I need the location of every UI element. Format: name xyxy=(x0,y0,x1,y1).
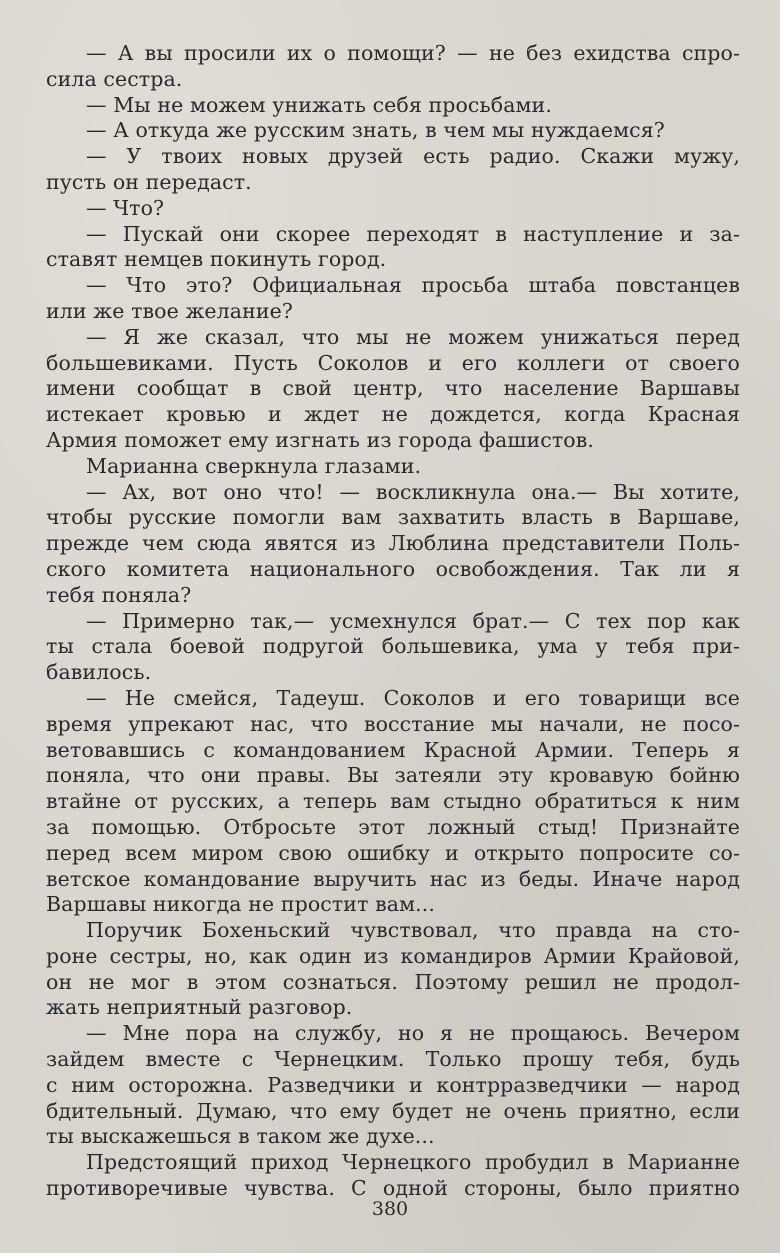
page-body-text xyxy=(46,41,740,1202)
text-line: ты выскажешься в таком же духе... xyxy=(46,1124,435,1149)
text-line: — Ах, вот оно что! — воскликнула она.— Вы хотите, xyxy=(86,479,740,504)
text-line: или же твое желание? xyxy=(46,298,293,323)
text-line: ты стала боевой подругой большевика, ума у тебя при- xyxy=(46,634,740,659)
text-line: зайдем вместе с Чернецким. Только прошу тебя, будь xyxy=(46,1047,740,1072)
text-line: Поручик Бохеньский чувствовал, что правда на сто- xyxy=(86,918,740,943)
text-line: — Не смейся, Тадеуш. Соколов и его товарищи все xyxy=(86,685,740,710)
text-line: прежде чем сюда явятся из Люблина представители Поль- xyxy=(46,531,740,556)
text-line: — Что это? Официальная просьба штаба повстанцев xyxy=(86,273,740,298)
text-line: — А откуда же русским знать, в чем мы нуждаемся? xyxy=(86,118,665,143)
text-line: время упрекают нас, что восстание мы начали, не посо- xyxy=(46,711,740,736)
text-line: роне сестры, но, как один из командиров Армии Крайовой, xyxy=(46,943,740,968)
text-line: — Мы не можем унижать себя просьбами. xyxy=(86,92,552,117)
text-line: за помощью. Отбросьте этот ложный стыд! Признайте xyxy=(46,814,740,839)
text-line: жать неприятный разговор. xyxy=(46,995,353,1020)
text-line: — Примерно так,— усмехнулся брат.— С тех пор как xyxy=(86,608,740,633)
text-line: — У твоих новых друзей есть радио. Скажи мужу, xyxy=(86,144,740,169)
text-line: чтобы русские помогли вам захватить власть в Варшаве, xyxy=(46,505,740,530)
text-line: — Я же сказал, что мы не можем унижаться перед xyxy=(86,324,740,349)
text-line: с ним осторожна. Разведчики и контрразведчики — народ xyxy=(46,1072,740,1097)
text-line: тебя поняла? xyxy=(46,582,192,607)
text-line: перед всем миром свою ошибку и открыто попросите со- xyxy=(46,840,740,865)
text-line: Армия поможет ему изгнать из города фашистов. xyxy=(46,427,594,452)
text-line: — Что? xyxy=(86,195,165,220)
text-line: истекает кровью и ждет не дождется, когда Красная xyxy=(46,402,740,427)
text-line: противоречивые чувства. С одной стороны, было приятно xyxy=(46,1176,740,1201)
text-line: — А вы просили их о помощи? — не без ехидства спро- xyxy=(86,41,740,65)
text-line: Варшавы никогда не простит вам... xyxy=(46,892,435,917)
text-line: ветовавшись с командованием Красной Армии. Теперь я xyxy=(46,737,740,762)
text-line: — Пускай они скорее переходят в наступление и за- xyxy=(86,221,740,246)
text-line: пусть он передаст. xyxy=(46,169,252,194)
text-line: ставят немцев покинуть город. xyxy=(46,247,387,272)
text-line: ского комитета национального освобождения. Так ли я xyxy=(46,556,740,581)
text-line: он не мог в этом сознаться. Поэтому решил не продол- xyxy=(46,969,740,994)
text-line: втайне от русских, а теперь вам стыдно обратиться к ним xyxy=(46,789,740,814)
text-line: сила сестра. xyxy=(46,66,183,91)
text-line: Марианна сверкнула глазами. xyxy=(86,453,422,478)
text-line: бдительный. Думаю, что ему будет не очень приятно, если xyxy=(46,1098,740,1123)
text-line: — Мне пора на службу, но я не прощаюсь. Вечером xyxy=(86,1021,740,1046)
page-number: 380 xyxy=(371,1198,409,1220)
text-line: имени сообщат в свой центр, что население Варшавы xyxy=(46,376,740,401)
text-line: бавилось. xyxy=(46,660,152,685)
text-line: большевиками. Пусть Соколов и его коллеги от своего xyxy=(46,350,740,375)
text-line: поняла, что они правы. Вы затеяли эту кровавую бойню xyxy=(46,763,740,788)
text-line: ветское командование выручить нас из беды. Иначе народ xyxy=(46,866,740,891)
text-line: Предстоящий приход Чернецкого пробудил в Марианне xyxy=(86,1150,740,1175)
